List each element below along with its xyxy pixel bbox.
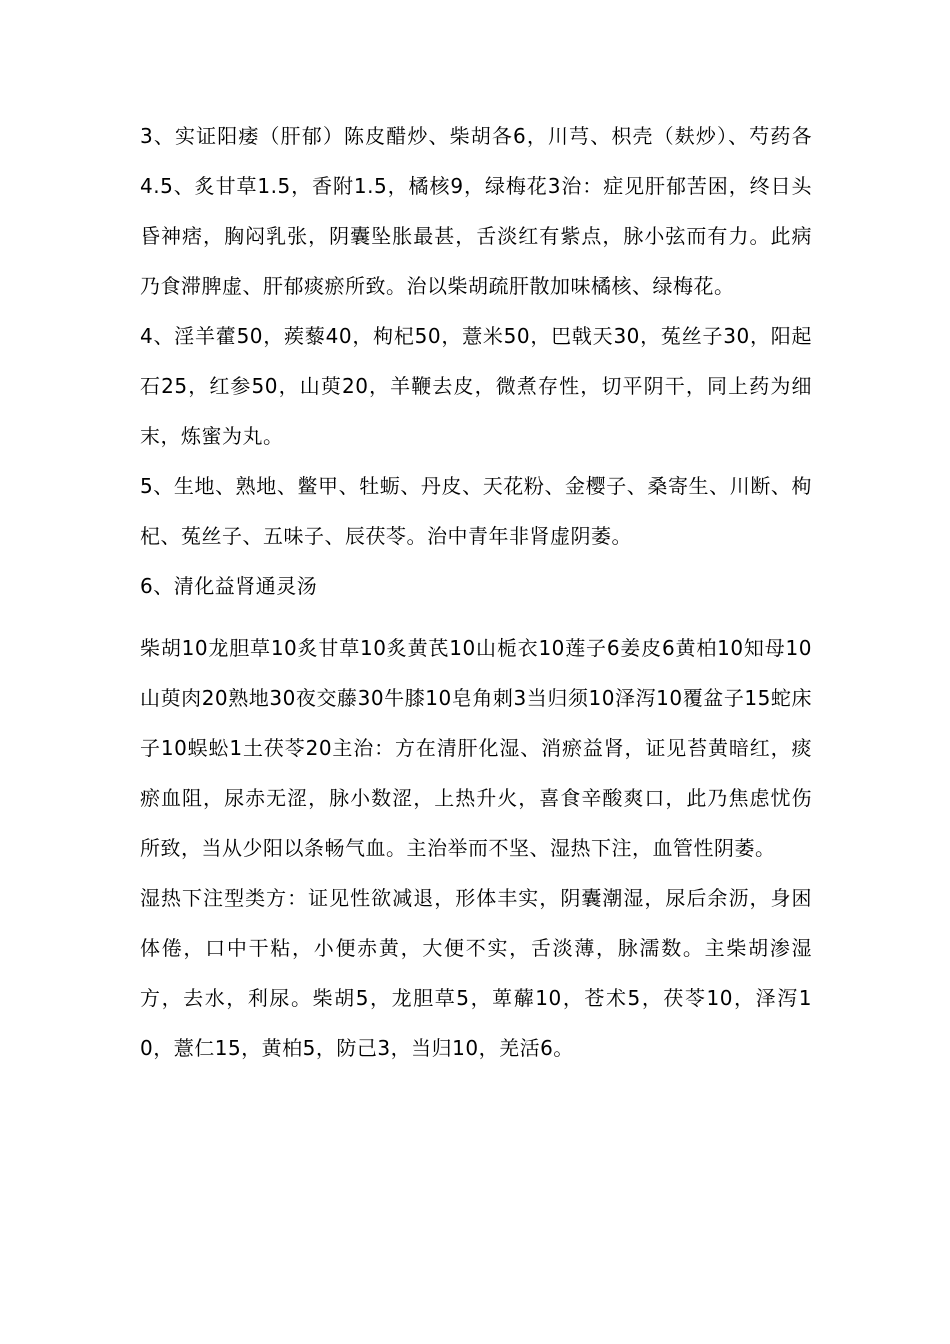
document-body (140, 111, 812, 1073)
paragraph-damp-heat: 湿热下注型类方：证见性欲减退，形体丰实，阴囊潮湿，尿后余沥，身困体倦，口中干粘，小便赤黄，大便不实，舌淡薄，脉濡数。主柴胡渗湿方，去水，利尿。柴胡5，龙胆草5，萆薢10，苍术5，茯苓10，泽泻10，薏仁15，黄柏5，防己3，当归10，羌活6。 (140, 886, 812, 1060)
paragraph-item-3: 3、实证阳痿（肝郁）陈皮醋炒、柴胡各6，川芎、枳壳（麸炒）、芍药各4.5、炙甘草1.5，香附1.5，橘核9，绿梅花3治：症见肝郁苦困，终日头昏神痞，胸闷乳张，阴囊坠胀最甚，舌淡红有紫点，脉小弦而有力。此病乃食滞脾虚、肝郁痰瘀所致。治以柴胡疏肝散加味橘核、绿梅花。 (140, 124, 812, 298)
paragraph-item-5: 5、生地、熟地、鳖甲、牡蛎、丹皮、天花粉、金樱子、桑寄生、川断、枸杞、菟丝子、五味子、辰茯苓。治中青年非肾虚阴萎。 (140, 474, 812, 548)
paragraph-heading-6: 6、清化益肾通灵汤 (140, 574, 318, 598)
paragraph-formula-6: 柴胡10龙胆草10炙甘草10炙黄芪10山栀衣10莲子6姜皮6黄柏10知母10山萸肉20熟地30夜交藤30牛膝10皂角刺3当归须10泽泻10覆盆子15蛇床子10蜈蚣1土茯苓20主治：方在清肝化湿、消瘀益肾，证见苔黄暗红，痰瘀血阻，尿赤无涩，脉小数涩，上热升火，喜食辛酸爽口，此乃焦虑忧伤所致，当从少阳以条畅气血。主治举而不坚、湿热下注，血管性阴萎。 (140, 636, 812, 860)
paragraph-item-4: 4、淫羊藿50，蒺藜40，枸杞50，薏米50，巴戟天30，菟丝子30，阳起石25，红参50，山萸20，羊鞭去皮，微煮存性，切平阴干，同上药为细末，炼蜜为丸。 (140, 324, 812, 448)
